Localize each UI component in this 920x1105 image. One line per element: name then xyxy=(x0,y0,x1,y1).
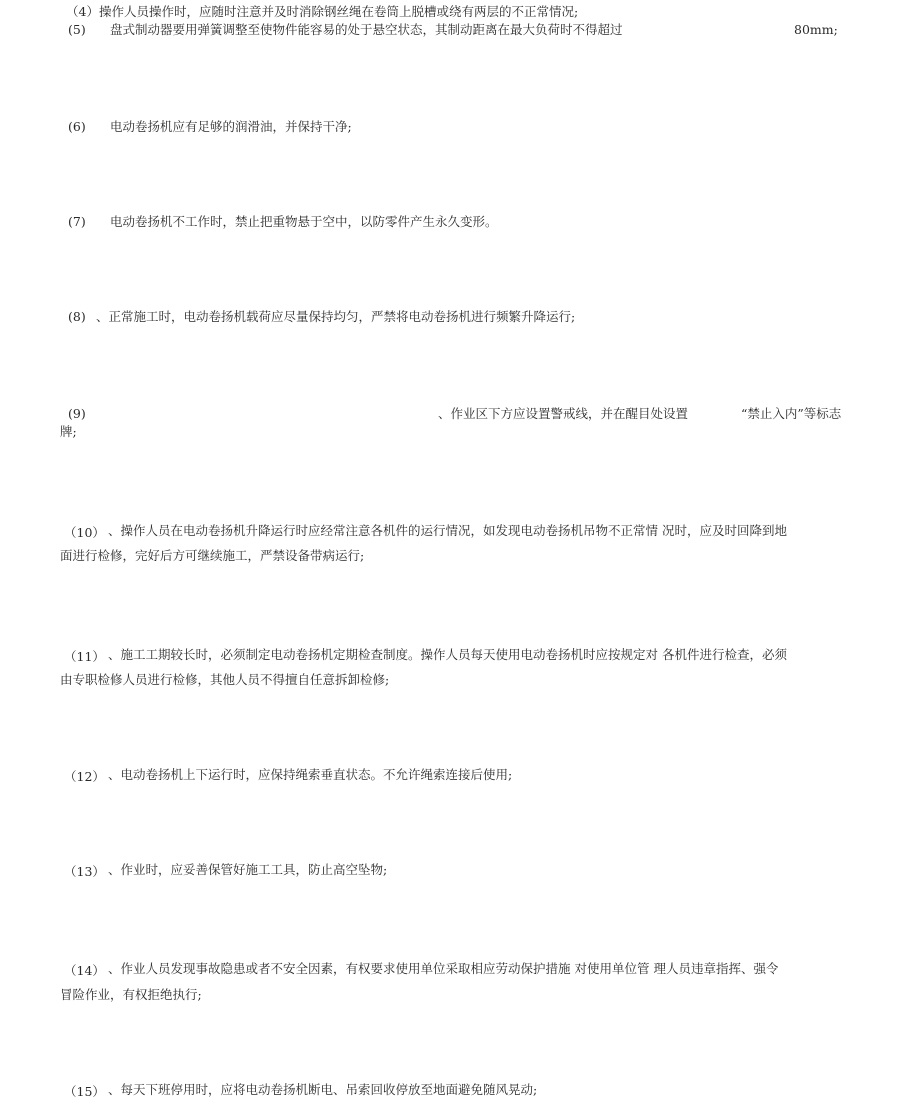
item-4-text: （4）操作人员操作时，应随时注意并及时消除钢丝绳在卷筒上脱槽或绕有两层的不正常情况; xyxy=(66,4,579,19)
item-14-text: 、作业人员发现事故隐患或者不安全因素，有权要求使用单位采取相应劳动保护措施 对使用单位管 理人员违章指挥、强令 xyxy=(108,961,779,976)
item-9-text: 、作业区下方应设置警戒线，并在醒目处设置 xyxy=(438,406,689,421)
item-6-text: 电动卷扬机应有足够的润滑油，并保持干净; xyxy=(110,119,352,134)
item-12-text: 、电动卷扬机上下运行时，应保持绳索垂直状态。不允许绳索连接后使用; xyxy=(108,767,513,782)
item-15-text: 、每天下班停用时，应将电动卷扬机断电、吊索回收停放至地面避免随风晃动; xyxy=(108,1082,538,1097)
item-11-text: 、施工工期较长时，必须制定电动卷扬机定期检查制度。操作人员每天使用电动卷扬机时应按规定对 各机件进行检查，必须 xyxy=(108,647,787,662)
item-7-text: 电动卷扬机不工作时，禁止把重物悬于空中，以防零件产生永久变形。 xyxy=(110,214,498,229)
item-14-continuation: 冒险作业，有权拒绝执行; xyxy=(60,987,202,1002)
item-11-number: （11） xyxy=(64,649,105,664)
item-5-value: 80mm; xyxy=(794,22,838,37)
item-9-continuation: 牌; xyxy=(60,424,77,439)
item-11-continuation: 由专职检修人员进行检修，其他人员不得擅自任意拆卸检修; xyxy=(60,672,390,687)
item-8-text: 、正常施工时，电动卷扬机载荷应尽量保持均匀，严禁将电动卷扬机进行频繁升降运行; xyxy=(96,309,576,324)
item-10-continuation: 面进行检修，完好后方可继续施工，严禁设备带病运行; xyxy=(60,548,365,563)
item-5-text: 盘式制动器要用弹簧调整至使物件能容易的处于悬空状态，其制动距离在最大负荷时不得超过 xyxy=(110,22,623,37)
item-7-number: (7) xyxy=(68,214,86,229)
item-13-number: （13） xyxy=(64,864,105,879)
item-8-number: (8) xyxy=(68,309,86,324)
item-5-number: (5) xyxy=(68,22,86,37)
item-14-number: （14） xyxy=(64,963,105,978)
item-10-text: 、操作人员在电动卷扬机升降运行时应经常注意各机件的运行情况，如发现电动卷扬机吊物不正常情 况时，应及时回降到地 xyxy=(108,523,787,538)
item-10-number: （10） xyxy=(64,525,105,540)
item-13-text: 、作业时，应妥善保管好施工工具，防止高空坠物; xyxy=(108,862,388,877)
item-9-quote: “禁止入内”等标志 xyxy=(741,406,842,421)
item-9-number: (9) xyxy=(68,406,86,421)
item-6-number: (6) xyxy=(68,119,86,134)
item-15-number: （15） xyxy=(64,1084,105,1099)
item-12-number: （12） xyxy=(64,769,105,784)
